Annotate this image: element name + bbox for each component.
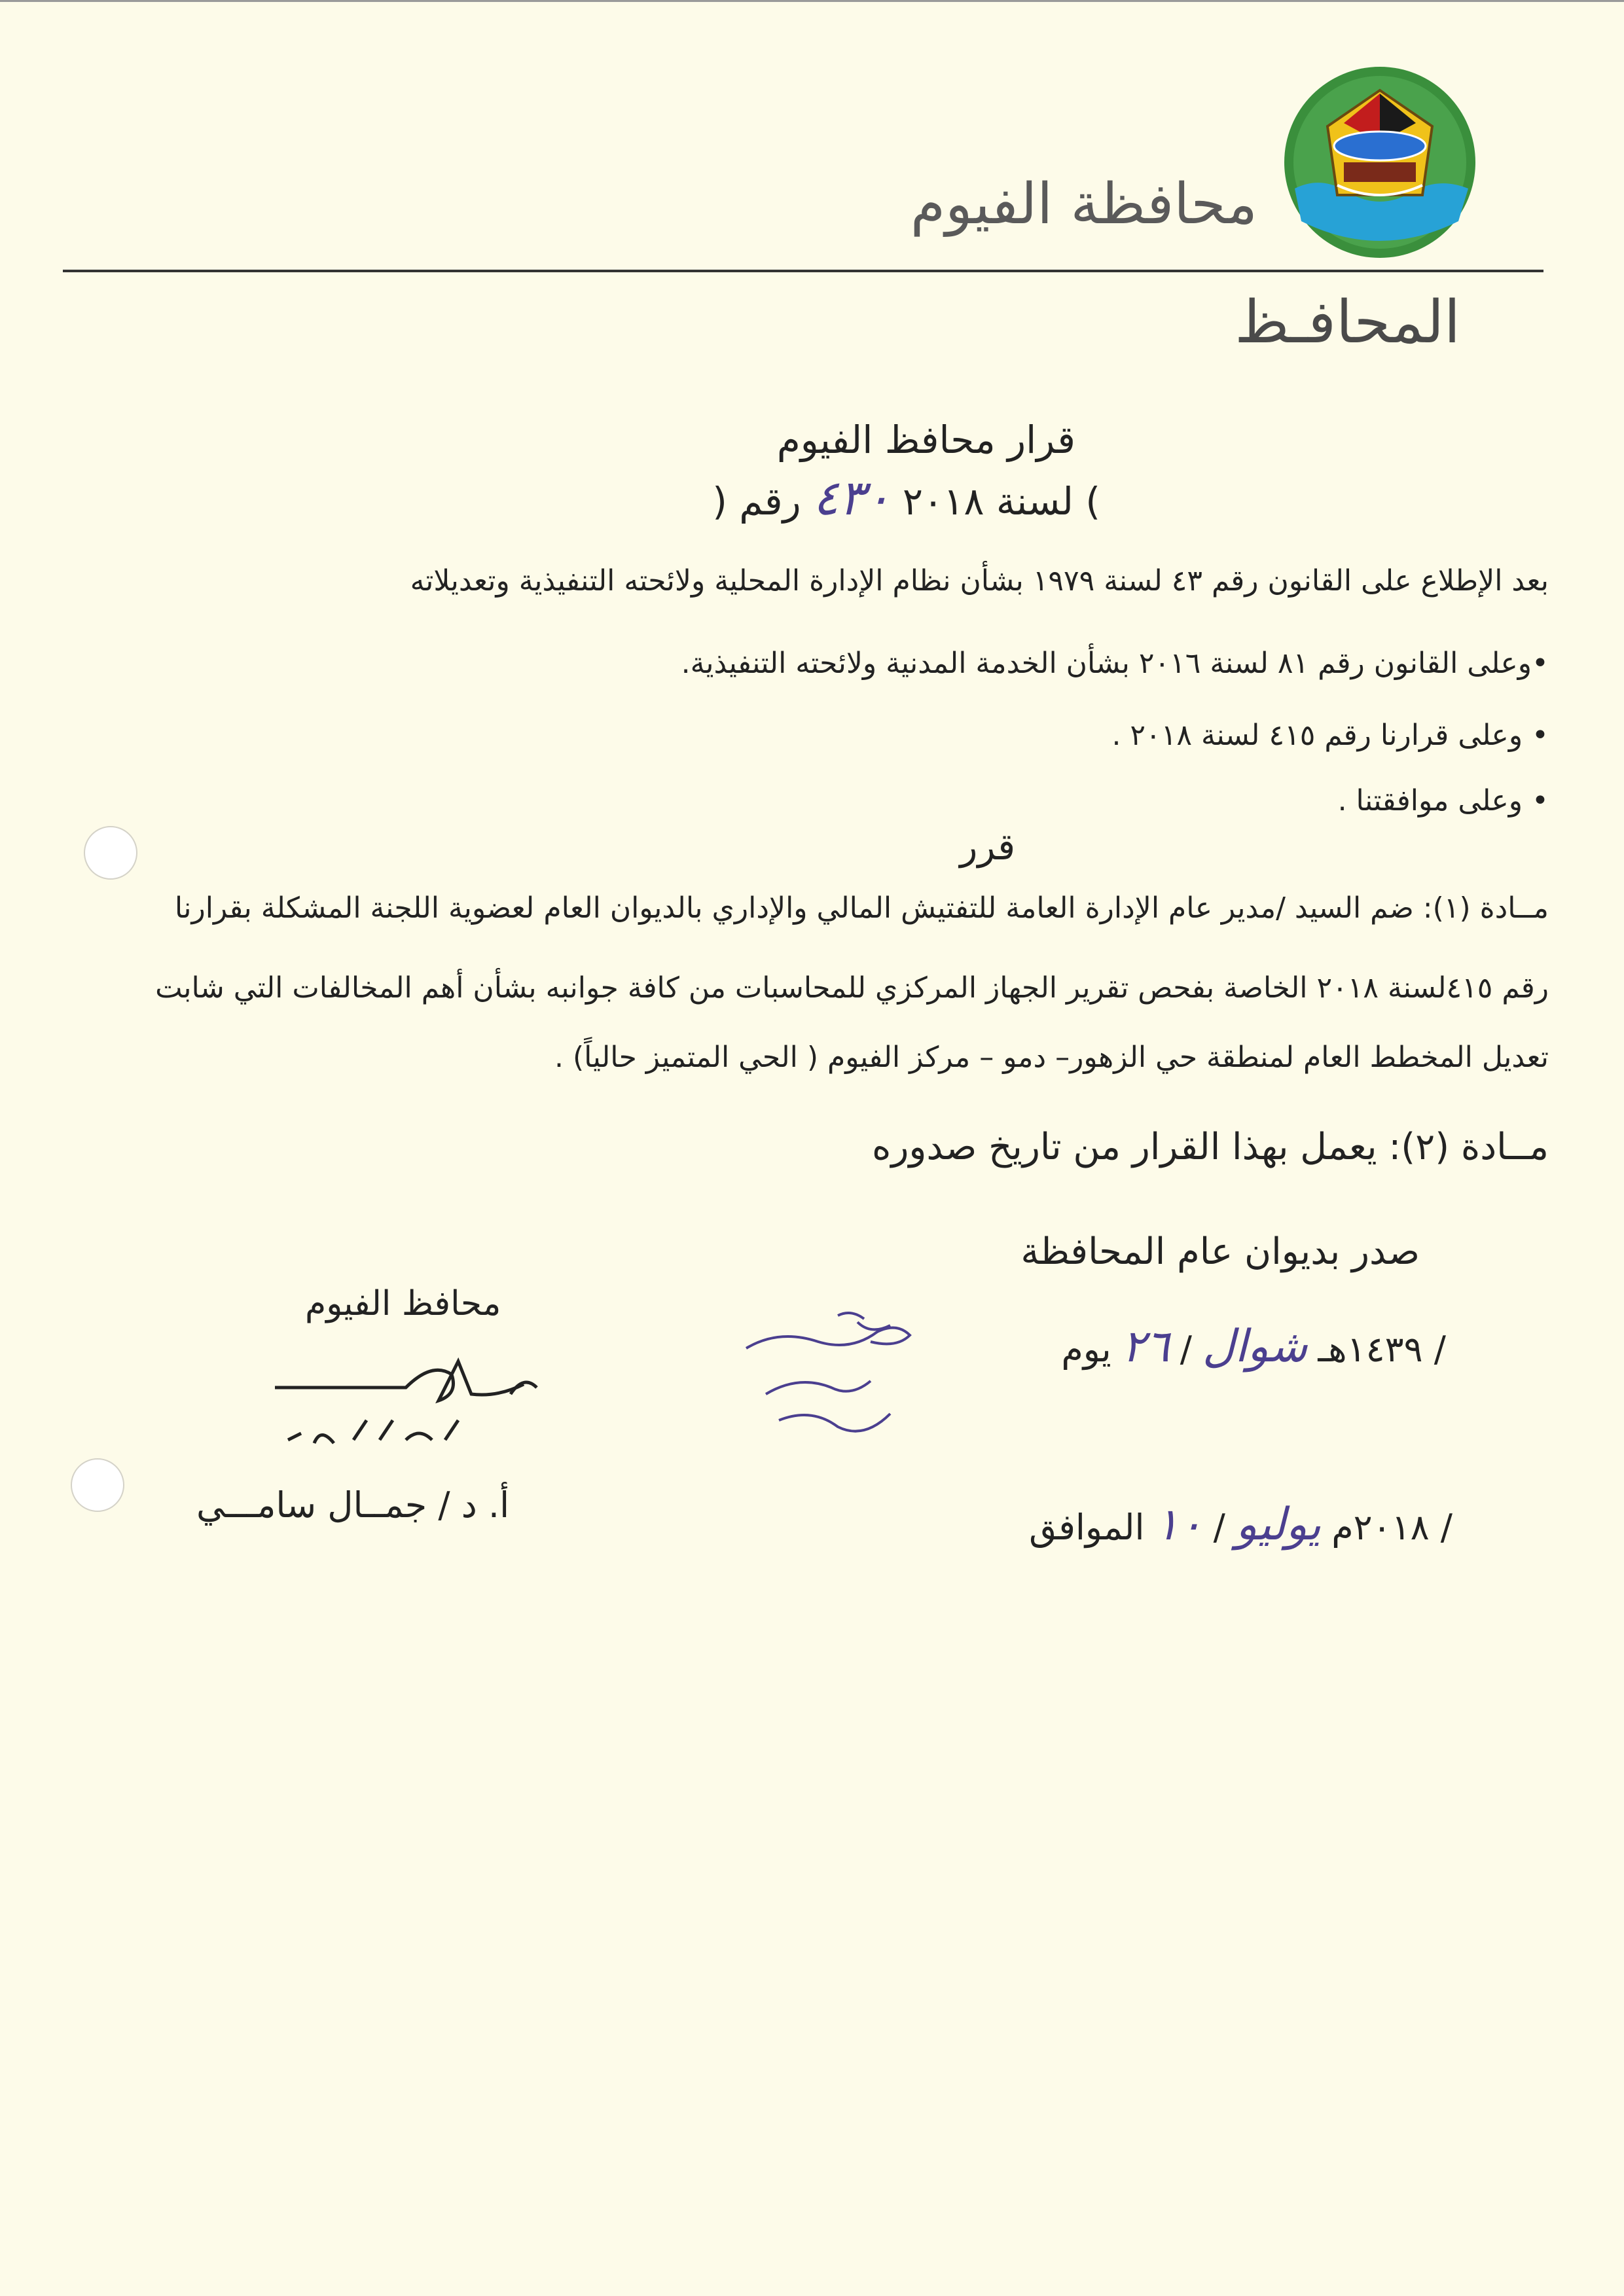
preamble-line: •وعلى القانون رقم ٨١ لسنة ٢٠١٦ بشأن الخدمة المدنية ولائحته التنفيذية. [681,647,1549,680]
hijri-day-handwritten: ٢٦ [1121,1321,1170,1372]
signatory-name: أ. د / جمــال سامـــي [196,1484,510,1526]
governor-signature [262,1348,550,1479]
decision-number-prefix: رقم ( [712,479,801,524]
article-1-line: رقم ٤١٥لسنة ٢٠١٨ الخاصة بفحص تقرير الجهاز المركزي للمحاسبات من كافة جوانبه بشأن أهم المخالفات التي شابت [155,971,1549,1005]
decision-number [712,470,1100,526]
date-separator: / [1213,1507,1225,1548]
gregorian-day-handwritten: ١٠ [1155,1499,1203,1551]
hijri-date-prefix: يوم [1061,1329,1111,1370]
article-1-line: مــادة (١): ضم السيد /مدير عام الإدارة العامة للتفتيش المالي والإداري بالديوان العام لعضوية اللجنة المشكلة بقرارنا [174,891,1549,925]
scan-top-edge [0,0,1624,2]
hijri-month-handwritten: شوال [1202,1321,1308,1372]
date-separator: / [1180,1329,1192,1370]
decision-title: قرار محافظ الفيوم [776,418,1075,462]
issued-at-line: صدر بديوان عام المحافظة [1020,1230,1420,1273]
governorate-name: محافظة الفيوم [910,171,1257,237]
gregorian-date [1029,1499,1453,1551]
resolved-heading: قرر [960,826,1015,869]
article-1-line: تعديل المخطط العام لمنطقة حي الزهور– دمو – مركز الفيوم ( الحي المتميز حالياً) . [554,1041,1549,1074]
preamble-line: بعد الإطلاع على القانون رقم ٤٣ لسنة ١٩٧٩ بشأن نظام الإدارة المحلية ولائحته التنفيذية وتعديلاته [410,564,1549,598]
article-2: مــادة (٢): يعمل بهذا القرار من تاريخ صدوره [871,1126,1549,1168]
signatory-title: محافظ الفيوم [305,1284,501,1323]
header-divider [63,270,1543,272]
hijri-year: / ١٤٣٩هـ [1318,1329,1446,1370]
punch-hole [84,826,137,880]
hijri-date [1061,1321,1446,1372]
decision-number-suffix: ) لسنة ٢٠١٨ [902,479,1100,524]
preamble-line: • وعلى قرارنا رقم ٤١٥ لسنة ٢٠١٨ . [1111,719,1549,752]
handwritten-initials [740,1302,936,1460]
punch-hole [71,1458,124,1512]
governor-heading: المحافـظ [1235,288,1460,357]
gregorian-date-prefix: الموافق [1029,1507,1145,1548]
gregorian-year: / ٢٠١٨م [1331,1507,1453,1548]
decision-number-handwritten: ٤٣٠ [812,470,891,526]
preamble-line: • وعلى موافقتنا . [1337,784,1549,817]
gregorian-month-handwritten: يوليو [1235,1499,1322,1551]
governorate-logo [1282,64,1478,260]
